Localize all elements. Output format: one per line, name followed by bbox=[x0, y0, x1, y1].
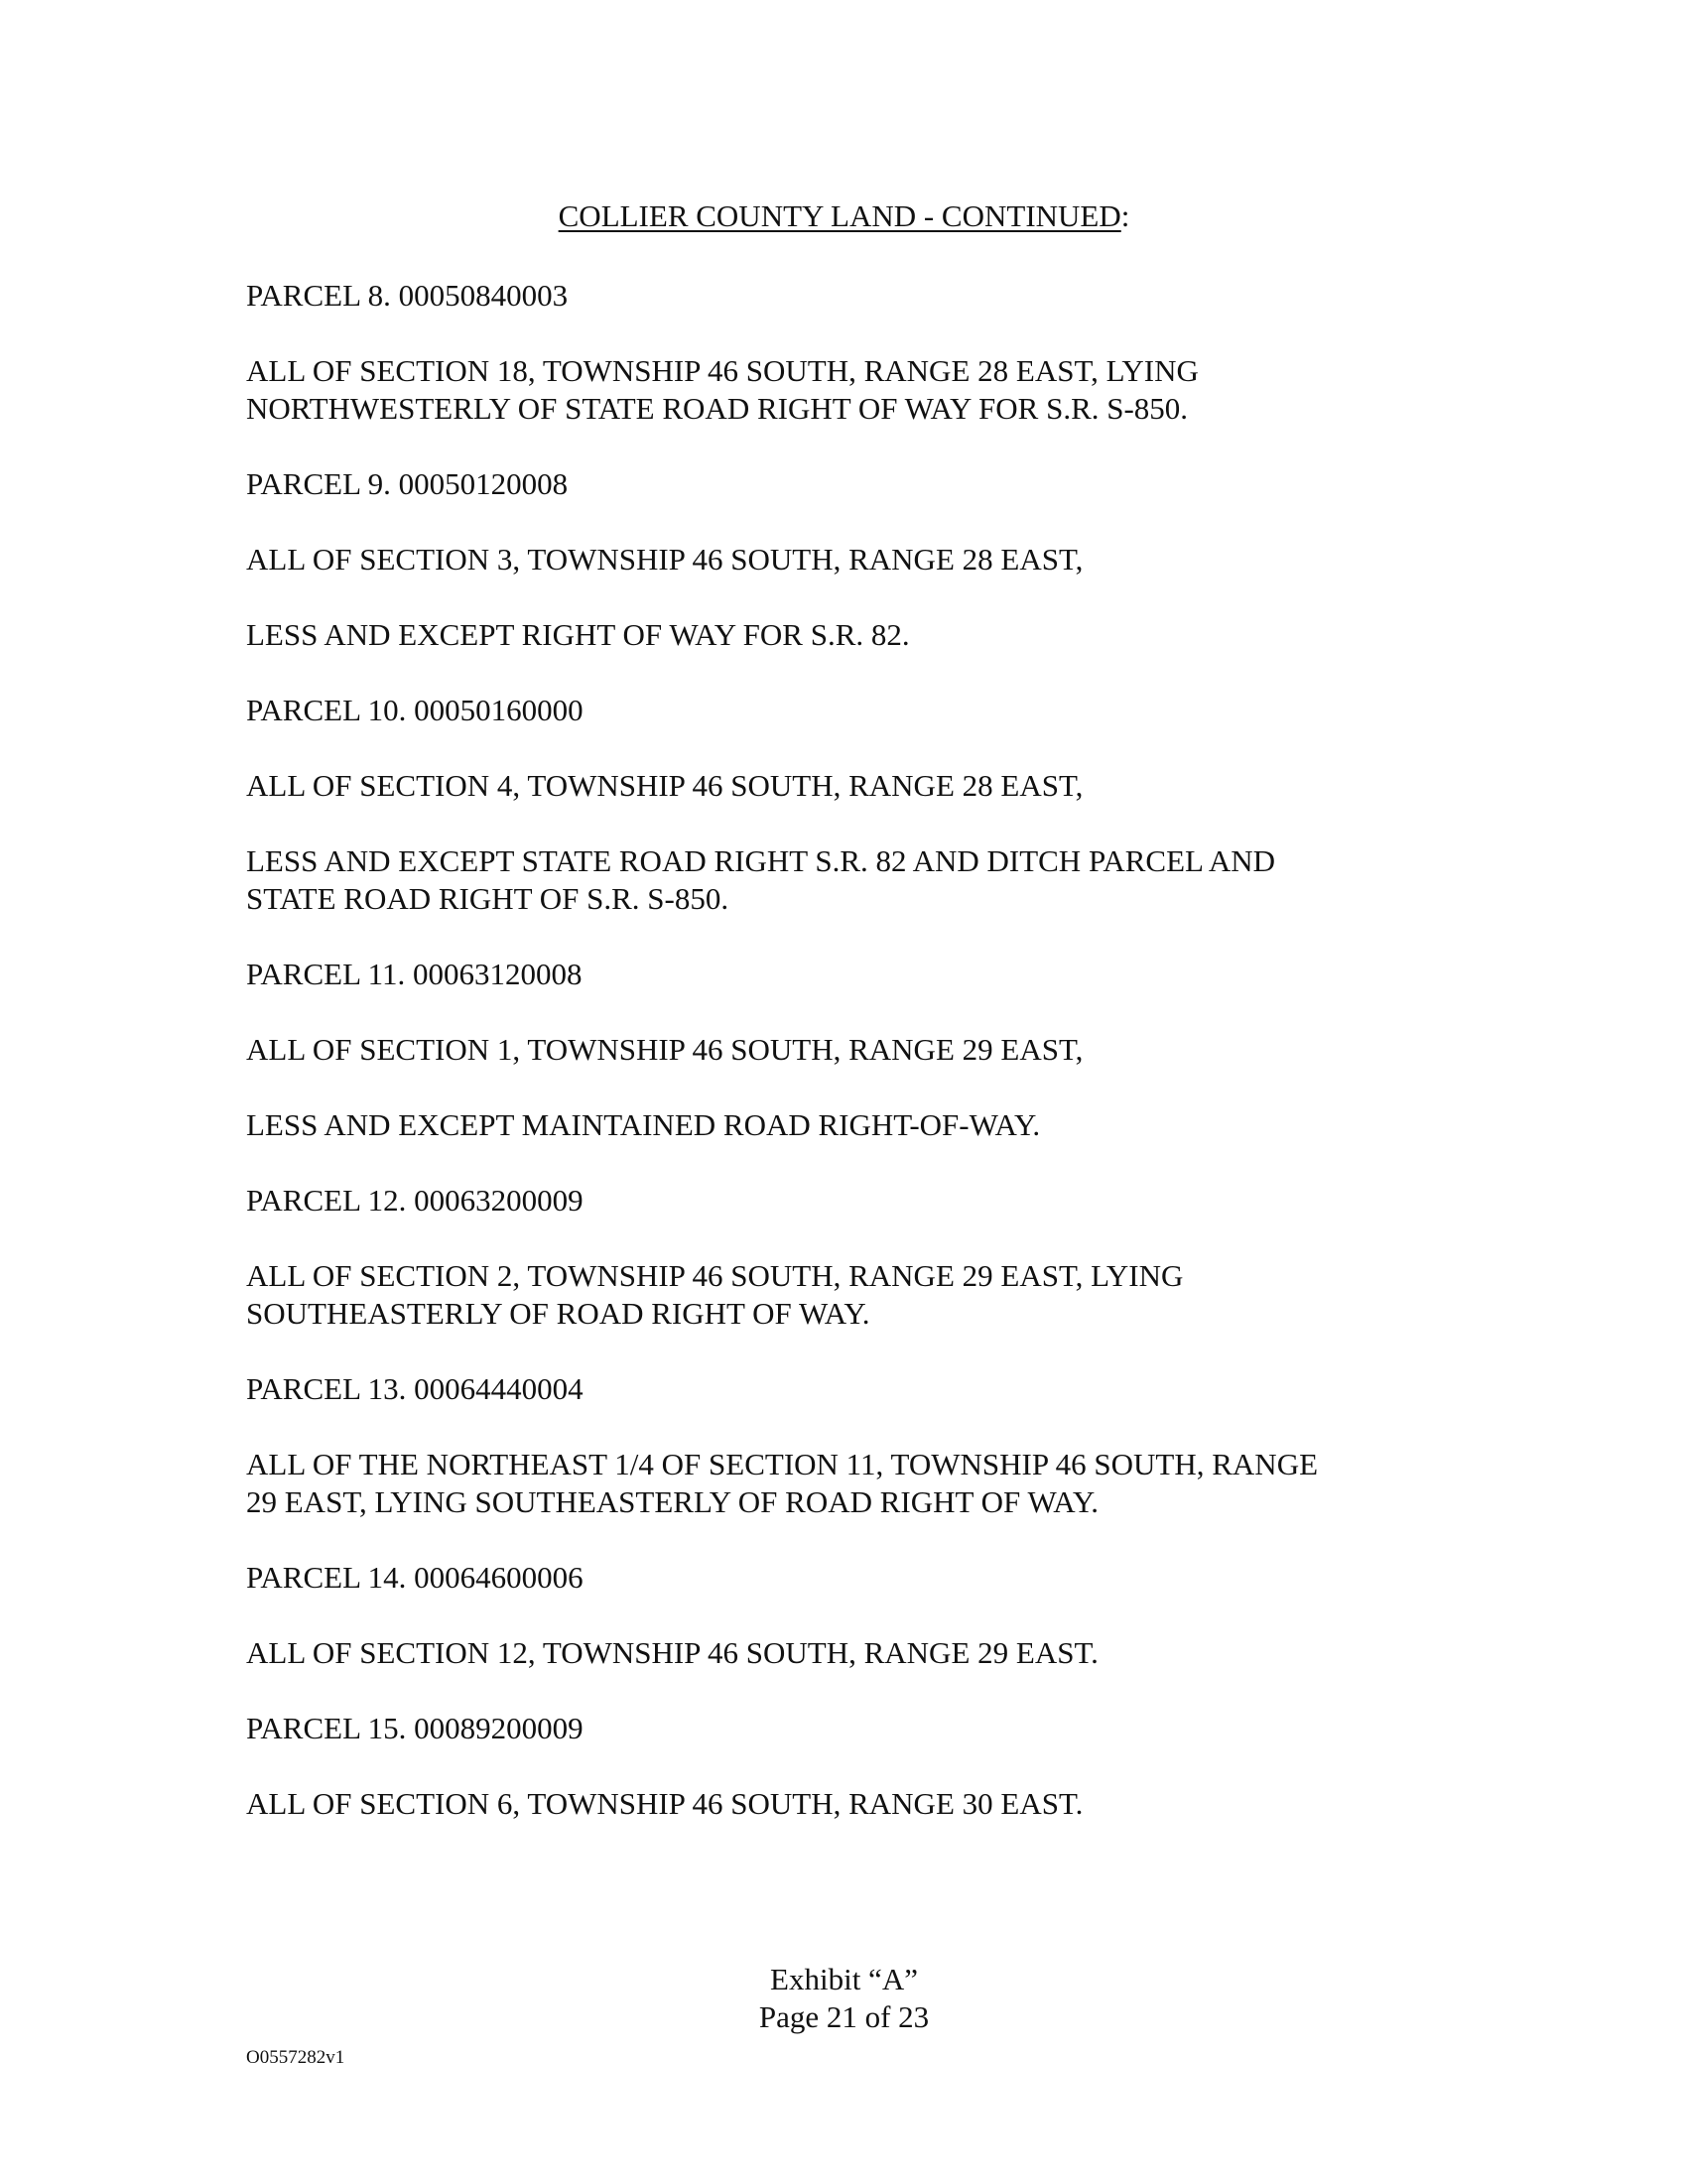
parcel-8-description-line-2: NORTHWESTERLY OF STATE ROAD RIGHT OF WAY FOR S.R. S-850. bbox=[246, 391, 1189, 426]
parcel-9-exception: LESS AND EXCEPT RIGHT OF WAY FOR S.R. 82. bbox=[246, 617, 910, 652]
parcel-14-label: PARCEL 14. 00064600006 bbox=[246, 1560, 584, 1595]
parcel-11-label: PARCEL 11. 00063120008 bbox=[246, 957, 583, 991]
section-heading-colon: : bbox=[1120, 198, 1130, 233]
parcel-10-label: PARCEL 10. 00050160000 bbox=[246, 693, 584, 727]
parcel-10-exception-line-1: LESS AND EXCEPT STATE ROAD RIGHT S.R. 82 AND DITCH PARCEL AND bbox=[246, 843, 1276, 878]
parcel-9-label: PARCEL 9. 00050120008 bbox=[246, 466, 569, 501]
parcel-12-description-line-2: SOUTHEASTERLY OF ROAD RIGHT OF WAY. bbox=[246, 1296, 870, 1331]
parcel-10-description: ALL OF SECTION 4, TOWNSHIP 46 SOUTH, RANGE 28 EAST, bbox=[246, 768, 1084, 803]
section-heading-text: COLLIER COUNTY LAND - CONTINUED bbox=[558, 198, 1121, 233]
document-id: O0557282v1 bbox=[246, 2047, 345, 2068]
parcel-11-description: ALL OF SECTION 1, TOWNSHIP 46 SOUTH, RANGE 29 EAST, bbox=[246, 1032, 1084, 1067]
parcel-12-label: PARCEL 12. 00063200009 bbox=[246, 1183, 584, 1218]
parcel-13-description-line-2: 29 EAST, LYING SOUTHEASTERLY OF ROAD RIGHT OF WAY. bbox=[246, 1484, 1099, 1519]
parcel-14-description: ALL OF SECTION 12, TOWNSHIP 46 SOUTH, RANGE 29 EAST. bbox=[246, 1635, 1099, 1670]
parcel-15-label: PARCEL 15. 00089200009 bbox=[246, 1711, 584, 1745]
parcel-15-description: ALL OF SECTION 6, TOWNSHIP 46 SOUTH, RANGE 30 EAST. bbox=[246, 1786, 1084, 1821]
exhibit-label: Exhibit “A” bbox=[770, 1962, 918, 1996]
parcel-12-description-line-1: ALL OF SECTION 2, TOWNSHIP 46 SOUTH, RANGE 29 EAST, LYING bbox=[246, 1258, 1184, 1293]
parcel-10-exception-line-2: STATE ROAD RIGHT OF S.R. S-850. bbox=[246, 881, 729, 916]
page-number: Page 21 of 23 bbox=[758, 1999, 930, 2034]
parcel-13-description-line-1: ALL OF THE NORTHEAST 1/4 OF SECTION 11, TOWNSHIP 46 SOUTH, RANGE bbox=[246, 1447, 1319, 1481]
parcel-8-description-line-1: ALL OF SECTION 18, TOWNSHIP 46 SOUTH, RANGE 28 EAST, LYING bbox=[246, 353, 1199, 388]
parcel-8-label: PARCEL 8. 00050840003 bbox=[246, 278, 569, 313]
parcel-9-description: ALL OF SECTION 3, TOWNSHIP 46 SOUTH, RANGE 28 EAST, bbox=[246, 542, 1084, 577]
parcel-13-label: PARCEL 13. 00064440004 bbox=[246, 1371, 584, 1406]
parcel-11-exception: LESS AND EXCEPT MAINTAINED ROAD RIGHT-OF-WAY. bbox=[246, 1107, 1041, 1142]
section-heading bbox=[0, 196, 1688, 236]
